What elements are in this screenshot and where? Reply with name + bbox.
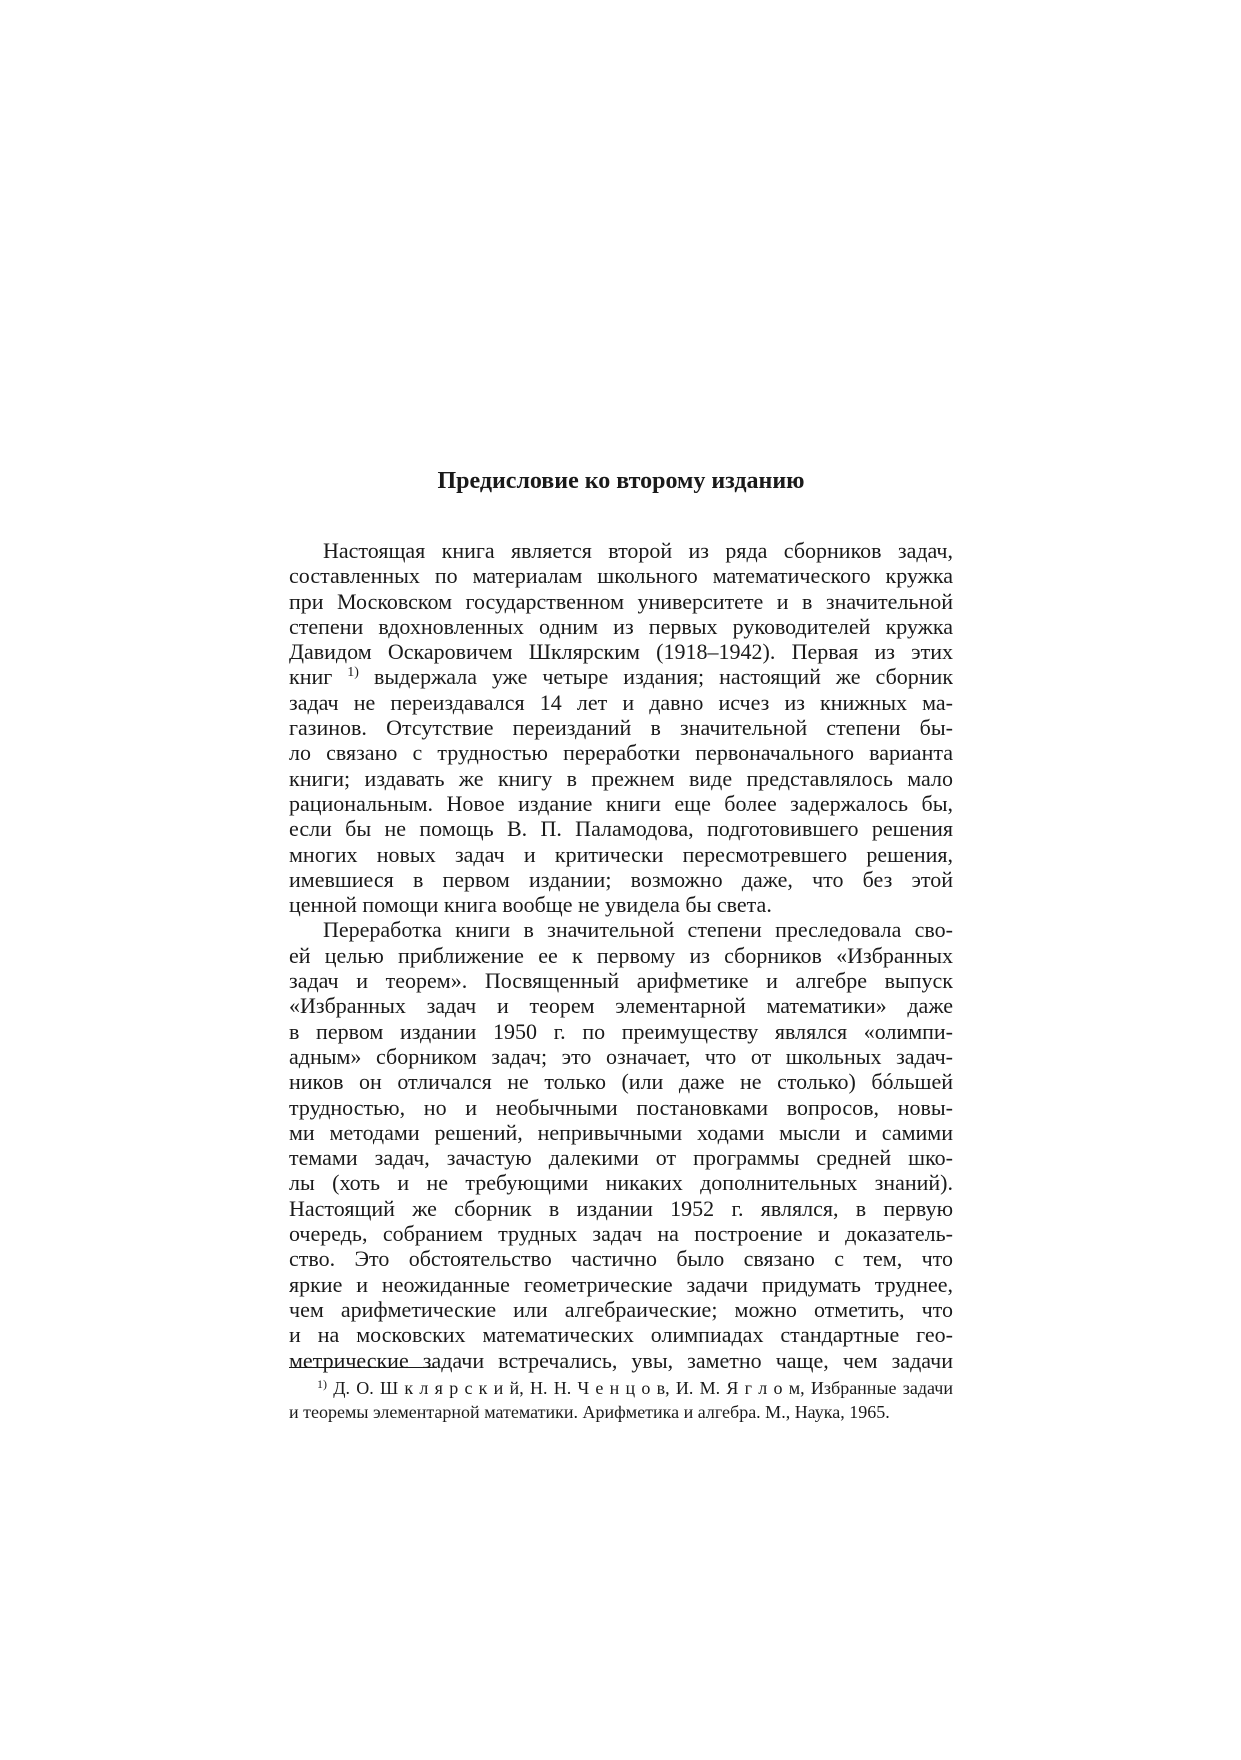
footnote-line (289, 1376, 953, 1400)
footnote-mark: 1) (317, 1377, 327, 1391)
text-line: чем арифметические или алгебраические; можно отметить, что (289, 1296, 953, 1322)
text-line: имевшиеся в первом издании; возможно даже, что без этой (289, 866, 953, 892)
text-line-last: ценной помощи книга вообще не увидела бы света. (289, 892, 772, 918)
text-line: задач и теорем». Посвященный арифметике и алгебре выпуск (289, 968, 953, 994)
footnote-reference[interactable]: 1) (347, 665, 359, 681)
text-line: Настоящая книга является второй из ряда сборников задач, (323, 538, 953, 563)
text-line: темами задач, зачастую далекими от программы средней шко- (289, 1145, 953, 1171)
text-fragment: книг (289, 664, 333, 690)
text-line: яркие и неожиданные геометрические задачи придумать труднее, (289, 1271, 953, 1297)
text-line: книги; издавать же книгу в прежнем виде представлялось мало (289, 765, 953, 791)
text-line: ей целью приближение ее к первому из сборников «Избранных (289, 942, 953, 968)
text-line: Настоящий же сборник в издании 1952 г. являлся, в первую (289, 1195, 953, 1221)
text-fragment: выдержала уже четыре издания; настоящий же сборник (373, 664, 953, 690)
text-line-with-footnote (289, 664, 953, 689)
text-line: ми методами решений, непривычными ходами мысли и самими (289, 1119, 953, 1145)
text-line: составленных по материалам школьного математического кружка (289, 563, 953, 589)
footnote-author: Н. Н. Ч е н ц о в, (529, 1378, 670, 1398)
text-line: лы (хоть и не требующими никаких дополнительных знаний). (289, 1170, 953, 1196)
footnote-author: Д. О. Ш к л я р с к и й, (333, 1378, 524, 1398)
text-line: степени вдохновленных одним из первых руководителей кружка (289, 613, 953, 639)
text-line: и на московских математических олимпиадах стандартные гео- (289, 1322, 953, 1348)
text-line: Давидом Оскаровичем Шклярским (1918–1942). Первая из этих (289, 639, 953, 665)
text-line: адным» сборником задач; это означает, что от школьных задач- (289, 1043, 953, 1069)
page-title: Предисловие ко второму изданию (437, 468, 805, 494)
footnote-line: и теоремы элементарной математики. Арифметика и алгебра. М., Наука, 1965. (289, 1402, 890, 1422)
text-line: трудностью, но и необычными постановками вопросов, новы- (289, 1094, 953, 1120)
text-line: очередь, собранием трудных задач на построение и доказатель- (289, 1221, 953, 1247)
text-line: рациональным. Новое издание книги еще более задержалось бы, (289, 790, 953, 816)
text-line: «Избранных задач и теорем элементарной математики» даже (289, 993, 953, 1019)
text-line: если бы не помощь В. П. Паламодова, подготовившего решения (289, 816, 953, 842)
text-line: в первом издании 1950 г. по преимуществу являлся «олимпи- (289, 1018, 953, 1044)
text-line: ников он отличался не только (или даже не столько) бóльшей (289, 1069, 953, 1095)
footnote-divider (289, 1367, 437, 1368)
footnote-text: Избранные задачи (810, 1378, 953, 1398)
footnote-author: И. М. Я г л о м, (675, 1378, 805, 1398)
text-line: задач не переиздавался 14 лет и давно исчез из книжных ма- (289, 689, 953, 715)
text-line: ство. Это обстоятельство частично было связано с тем, что (289, 1246, 953, 1272)
text-line: Переработка книги в значительной степени преследовала сво- (323, 917, 953, 943)
text-line: при Московском государственном университете и в значительной (289, 588, 953, 614)
text-line: газинов. Отсутствие переизданий в значительной степени бы- (289, 715, 953, 741)
footnote (289, 1376, 953, 1424)
text-line: ло связано с трудностью переработки первоначального варианта (289, 740, 953, 766)
text-line: многих новых задач и критически пересмотревшего решения, (289, 841, 953, 867)
text-line: метрические задачи встречались, увы, заметно чаще, чем задачи (289, 1347, 953, 1373)
body-text (289, 538, 953, 1373)
